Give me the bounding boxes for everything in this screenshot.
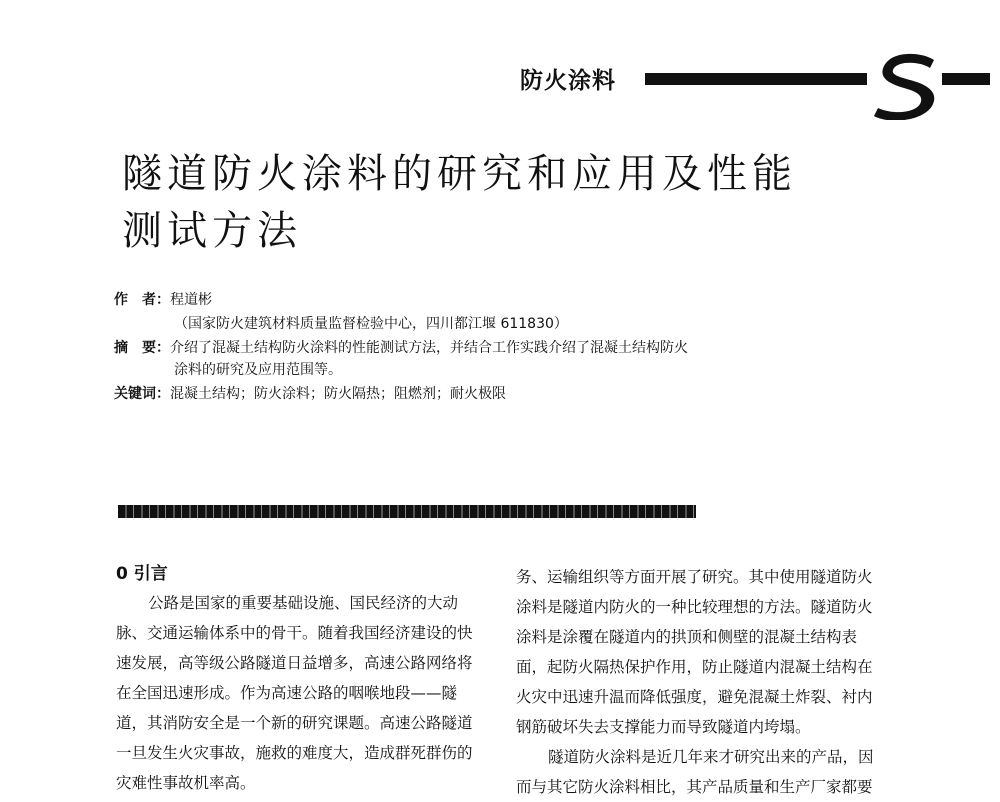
section-label: 防火涂料 xyxy=(520,68,616,94)
abstract-text-2: 涂料的研究及应用范围等。 xyxy=(174,362,342,378)
author-name: 程道彬 xyxy=(170,292,212,308)
body-line: 而与其它防火涂料相比，其产品质量和生产厂家都要 xyxy=(516,778,873,796)
keywords-row xyxy=(114,384,506,404)
body-line: 钢筋破坏失去支撑能力而导致隧道内垮塌。 xyxy=(516,718,811,736)
keywords-text: 混凝土结构；防火涂料；防火隔热；阻燃剂；耐火极限 xyxy=(170,386,506,402)
abstract-label: 摘 要： xyxy=(114,340,170,356)
title-line-1: 隧道防火涂料的研究和应用及性能 xyxy=(122,151,797,197)
article-title xyxy=(122,146,822,260)
keywords-label: 关键词： xyxy=(114,386,170,402)
section-heading: 0 引言 xyxy=(116,564,168,584)
abstract-row xyxy=(114,338,688,358)
header-rule-left xyxy=(645,73,867,85)
title-line-2: 测试方法 xyxy=(122,208,302,254)
section-divider xyxy=(118,505,696,518)
body-column-left xyxy=(116,560,488,798)
body-line: 面，起防火隔热保护作用，防止隧道内混凝土结构在 xyxy=(516,658,873,676)
author-label: 作 者： xyxy=(114,292,170,308)
body-line: 隧道防火涂料是近几年来才研究出来的产品，因 xyxy=(548,748,874,766)
journal-logo-icon xyxy=(870,52,942,120)
body-column-right xyxy=(516,562,888,802)
page-header xyxy=(512,52,982,122)
body-line: 涂料是隧道内防火的一种比较理想的方法。隧道防火 xyxy=(516,598,873,616)
body-line: 速发展，高等级公路隧道日益增多，高速公路网络将 xyxy=(116,654,473,672)
author-row xyxy=(114,290,212,310)
body-line: 涂料是涂覆在隧道内的拱顶和侧壁的混凝土结构表 xyxy=(516,628,858,646)
body-line: 道，其消防安全是一个新的研究课题。高速公路隧道 xyxy=(116,714,473,732)
body-line: 脉、交通运输体系中的骨干。随着我国经济建设的快 xyxy=(116,624,473,642)
body-line: 火灾中迅速升温而降低强度，避免混凝土炸裂、衬内 xyxy=(516,688,873,706)
body-line: 在全国迅速形成。作为高速公路的咽喉地段——隧 xyxy=(116,684,458,702)
body-line: 务、运输组织等方面开展了研究。其中使用隧道防火 xyxy=(516,568,873,586)
author-affiliation: （国家防火建筑材料质量监督检验中心，四川都江堰 611830） xyxy=(174,316,568,332)
header-rule-right xyxy=(942,73,990,85)
body-line: 一旦发生火灾事故，施救的难度大，造成群死群伤的 xyxy=(116,744,473,762)
abstract-text-1: 介绍了混凝土结构防火涂料的性能测试方法，并结合工作实践介绍了混凝土结构防火 xyxy=(170,340,688,356)
body-line: 灾难性事故机率高。 xyxy=(116,774,256,792)
body-line: 公路是国家的重要基础设施、国民经济的大动 xyxy=(148,594,459,612)
